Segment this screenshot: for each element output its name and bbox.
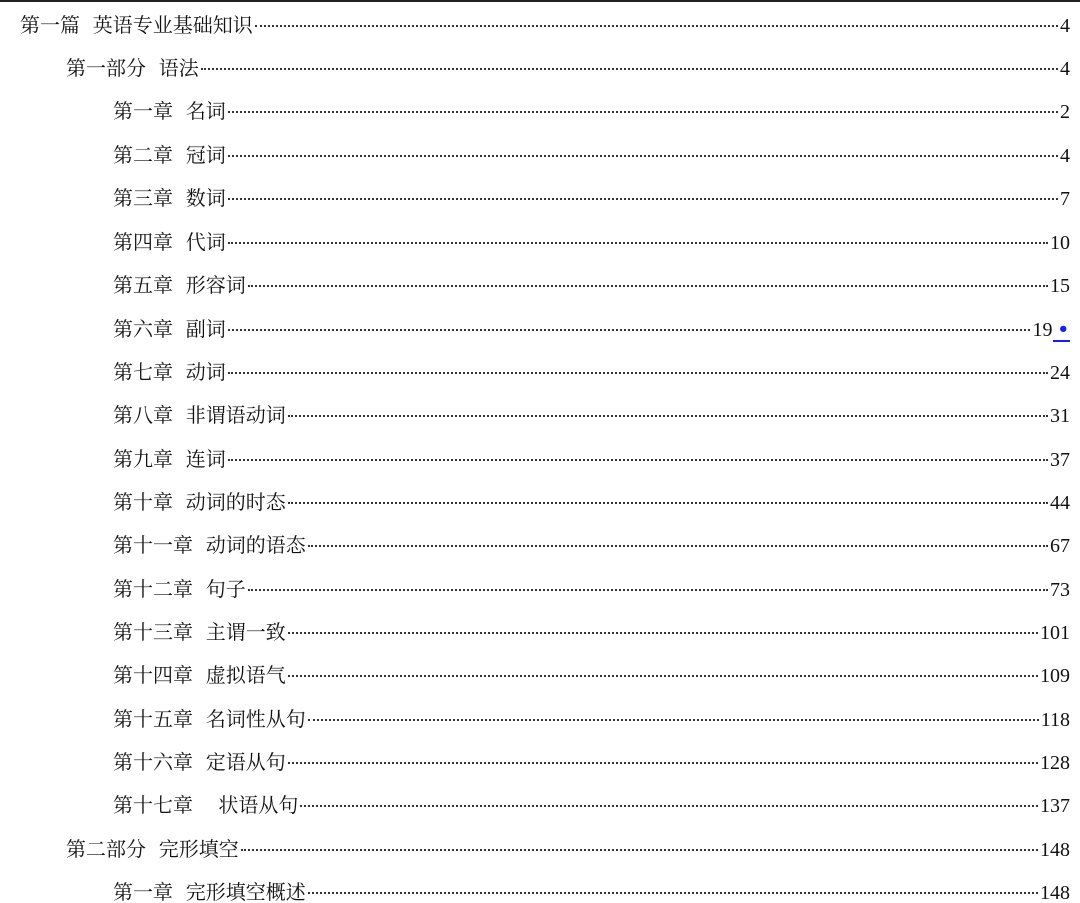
toc-entry-title: 第一章 名词 xyxy=(113,99,226,123)
toc-entry-title: 第三章 数词 xyxy=(113,186,226,210)
toc-page-number: 24 xyxy=(1050,362,1070,384)
toc-chapter-entry[interactable] xyxy=(0,314,1070,344)
toc-page-number: 118 xyxy=(1040,709,1070,731)
link-marker-icon[interactable]: • xyxy=(1053,320,1070,342)
dot-leader xyxy=(228,242,1048,244)
toc-entry-title: 第九章 连词 xyxy=(113,447,226,471)
toc-entry-title: 第十二章 句子 xyxy=(113,577,246,601)
toc-chapter-entry[interactable] xyxy=(0,530,1070,560)
toc-entry-title: 第十一章 动词的语态 xyxy=(113,533,306,557)
toc-chapter-entry[interactable] xyxy=(0,140,1070,170)
toc-page-number: 4 xyxy=(1060,145,1070,167)
toc-entry-title: 第二章 冠词 xyxy=(113,143,226,167)
dot-leader xyxy=(288,762,1038,764)
toc-entry-title: 第四章 代词 xyxy=(113,230,226,254)
dot-leader xyxy=(308,892,1038,894)
toc-page-number: 148 xyxy=(1040,839,1070,861)
toc-entry-title: 第十四章 虚拟语气 xyxy=(113,663,286,687)
toc-page-number: 4 xyxy=(1060,15,1070,37)
toc-page-number: 2 xyxy=(1060,101,1070,123)
toc-entry-title: 第一篇 英语专业基础知识 xyxy=(20,13,253,37)
toc-entry-title: 第二部分 完形填空 xyxy=(66,837,239,861)
dot-leader xyxy=(228,459,1048,461)
toc-chapter-entry[interactable] xyxy=(0,444,1070,474)
dot-leader xyxy=(248,589,1048,591)
toc-entry-title: 第十七章 状语从句 xyxy=(113,793,299,817)
toc-entry-title: 第一部分 语法 xyxy=(66,56,199,80)
toc-chapter-entry[interactable] xyxy=(0,487,1070,517)
toc-page-number: 15 xyxy=(1050,275,1070,297)
toc-page-number: 128 xyxy=(1040,752,1070,774)
dot-leader xyxy=(308,545,1048,547)
dot-leader xyxy=(228,329,1031,331)
toc-page-number: 19 xyxy=(1032,319,1053,341)
toc-chapter-entry[interactable] xyxy=(0,660,1070,690)
toc-entry-title: 第六章 副词 xyxy=(113,317,226,341)
toc-page-number: 67 xyxy=(1050,535,1070,557)
toc-chapter-entry[interactable] xyxy=(0,617,1070,647)
toc-page-number: 109 xyxy=(1040,665,1070,687)
toc-entry-title: 第十五章 名词性从句 xyxy=(113,707,306,731)
toc-chapter-entry[interactable] xyxy=(0,790,1070,820)
toc-page-number: 148 xyxy=(1040,882,1070,903)
dot-leader xyxy=(228,111,1058,113)
dot-leader xyxy=(228,198,1058,200)
toc-chapter-entry[interactable] xyxy=(0,400,1070,430)
toc-page-number: 137 xyxy=(1040,795,1070,817)
toc-section-entry[interactable] xyxy=(0,53,1070,83)
dot-leader xyxy=(241,849,1038,851)
toc-page-number: 31 xyxy=(1050,405,1070,427)
toc-part-entry[interactable] xyxy=(0,10,1070,40)
dot-leader xyxy=(288,502,1048,504)
toc-entry-title: 第七章 动词 xyxy=(113,360,226,384)
toc-entry-title: 第八章 非谓语动词 xyxy=(113,403,286,427)
dot-leader xyxy=(300,805,1038,807)
toc-chapter-entry[interactable] xyxy=(0,877,1070,903)
dot-leader xyxy=(288,415,1048,417)
toc-chapter-entry[interactable] xyxy=(0,704,1070,734)
dot-leader xyxy=(288,632,1038,634)
top-border-line xyxy=(0,0,1080,2)
toc-chapter-entry[interactable] xyxy=(0,747,1070,777)
toc-chapter-entry[interactable] xyxy=(0,574,1070,604)
toc-entry-title: 第十三章 主谓一致 xyxy=(113,620,286,644)
toc-page-number: 73 xyxy=(1050,579,1070,601)
dot-leader xyxy=(228,372,1048,374)
dot-leader xyxy=(255,25,1058,27)
toc-entry-title: 第五章 形容词 xyxy=(113,273,246,297)
toc-section-entry[interactable] xyxy=(0,834,1070,864)
dot-leader xyxy=(248,285,1048,287)
toc-page-number: 44 xyxy=(1050,492,1070,514)
dot-leader xyxy=(288,675,1038,677)
toc-page-number: 101 xyxy=(1040,622,1070,644)
toc-chapter-entry[interactable] xyxy=(0,270,1070,300)
toc-entry-title: 第十六章 定语从句 xyxy=(113,750,286,774)
dot-leader xyxy=(201,68,1058,70)
toc-chapter-entry[interactable] xyxy=(0,96,1070,126)
toc-entry-title: 第一章 完形填空概述 xyxy=(113,880,306,903)
toc-entry-title: 第十章 动词的时态 xyxy=(113,490,286,514)
toc-page-number: 7 xyxy=(1060,188,1070,210)
toc-page-number: 37 xyxy=(1050,449,1070,471)
toc-chapter-entry[interactable] xyxy=(0,183,1070,213)
toc-chapter-entry[interactable] xyxy=(0,357,1070,387)
toc-page-number: 10 xyxy=(1050,232,1070,254)
toc-chapter-entry[interactable] xyxy=(0,227,1070,257)
dot-leader xyxy=(308,719,1039,721)
dot-leader xyxy=(228,155,1058,157)
toc-page-number: 4 xyxy=(1060,58,1070,80)
